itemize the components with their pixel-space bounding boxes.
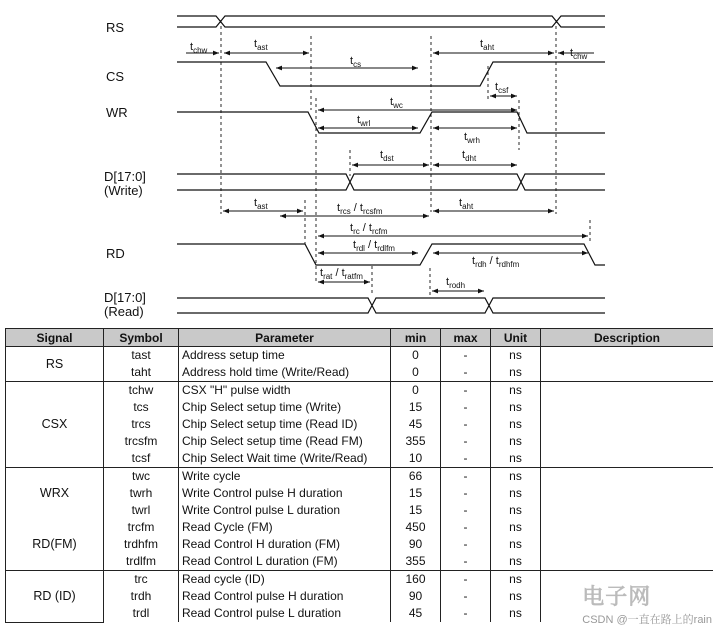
min-cell: 15 xyxy=(391,485,441,502)
watermark xyxy=(582,580,712,627)
unit-cell: ns xyxy=(491,588,541,605)
signal-label-dread-suffix: (Read) xyxy=(104,304,144,319)
header-parameter: Parameter xyxy=(179,329,391,347)
header-description: Description xyxy=(541,329,714,347)
unit-cell: ns xyxy=(491,416,541,433)
max-cell: - xyxy=(441,382,491,400)
parameter-cell: Address setup time xyxy=(179,347,391,365)
description-cell xyxy=(541,382,714,400)
min-cell: 90 xyxy=(391,536,441,553)
unit-cell: ns xyxy=(491,536,541,553)
timing-parameter-table xyxy=(5,328,713,623)
description-cell xyxy=(541,485,714,502)
table-row xyxy=(6,502,714,519)
signal-label-dwrite: D[17:0] xyxy=(104,169,146,184)
unit-cell: ns xyxy=(491,553,541,571)
param-label: $t_{rat} / t_{ratfm}$ xyxy=(320,267,363,281)
param-label: $t_{csf}$ xyxy=(495,81,509,95)
param-label: $t_{ast}$ xyxy=(254,197,268,211)
unit-cell: ns xyxy=(491,347,541,365)
table-row xyxy=(6,433,714,450)
unit-cell: ns xyxy=(491,468,541,486)
watermark-logo: 电子网 xyxy=(582,584,652,609)
signal-label-rs: RS xyxy=(106,20,125,35)
description-cell xyxy=(541,450,714,468)
max-cell: - xyxy=(441,605,491,622)
min-cell: 45 xyxy=(391,605,441,622)
header-min: min xyxy=(391,329,441,347)
parameter-cell: CSX "H" pulse width xyxy=(179,382,391,400)
signal-cell: RS xyxy=(6,347,104,382)
parameter-cell: Read Control pulse H duration xyxy=(179,588,391,605)
parameter-cell: Address hold time (Write/Read) xyxy=(179,364,391,382)
table-row xyxy=(6,416,714,433)
parameter-cell: Write Control pulse L duration xyxy=(179,502,391,519)
min-cell: 450 xyxy=(391,519,441,536)
parameter-cell: Write cycle xyxy=(179,468,391,486)
table-row xyxy=(6,399,714,416)
table-row xyxy=(6,553,714,571)
max-cell: - xyxy=(441,364,491,382)
table-row xyxy=(6,519,714,536)
signal-label-rd: RD xyxy=(106,246,125,261)
symbol-cell: tcs xyxy=(104,399,179,416)
unit-cell: ns xyxy=(491,605,541,622)
table-row xyxy=(6,485,714,502)
header-max: max xyxy=(441,329,491,347)
min-cell: 66 xyxy=(391,468,441,486)
param-label: $t_{dst}$ xyxy=(380,149,394,163)
symbol-cell: tchw xyxy=(104,382,179,400)
param-label: $t_{rdh} / t_{rdhfm}$ xyxy=(472,255,520,269)
description-cell xyxy=(541,502,714,519)
min-cell: 0 xyxy=(391,347,441,365)
param-label: $t_{chw}$ xyxy=(570,47,588,61)
signal-label-dwrite-suffix: (Write) xyxy=(104,183,143,198)
param-label: $t_{wrh}$ xyxy=(464,131,480,145)
parameter-cell: Write Control pulse H duration xyxy=(179,485,391,502)
parameter-cell: Chip Select setup time (Read FM) xyxy=(179,433,391,450)
param-label: $t_{rcs} / t_{rcsfm}$ xyxy=(337,202,383,216)
min-cell: 355 xyxy=(391,553,441,571)
min-cell: 90 xyxy=(391,588,441,605)
max-cell: - xyxy=(441,433,491,450)
symbol-cell: twrh xyxy=(104,485,179,502)
dwrite-waveform xyxy=(177,174,605,190)
min-cell: 10 xyxy=(391,450,441,468)
description-cell xyxy=(541,347,714,365)
unit-cell: ns xyxy=(491,519,541,536)
rs-waveform xyxy=(177,16,605,27)
symbol-cell: trcsfm xyxy=(104,433,179,450)
table-row xyxy=(6,382,714,400)
table-row xyxy=(6,347,714,365)
table-row xyxy=(6,468,714,486)
symbol-cell: trdl xyxy=(104,605,179,622)
signal-label-cs: CS xyxy=(106,69,125,84)
description-cell xyxy=(541,364,714,382)
min-cell: 45 xyxy=(391,416,441,433)
unit-cell: ns xyxy=(491,571,541,589)
param-label: $t_{aht}$ xyxy=(459,197,474,211)
param-label: $t_{wc}$ xyxy=(390,96,403,110)
max-cell: - xyxy=(441,485,491,502)
watermark-text: CSDN @一直在路上的rain xyxy=(582,614,712,626)
description-cell xyxy=(541,536,714,553)
max-cell: - xyxy=(441,399,491,416)
param-label: $t_{dht}$ xyxy=(462,149,477,163)
table-header-row xyxy=(6,329,714,347)
header-symbol: Symbol xyxy=(104,329,179,347)
signal-cell: RD(FM) xyxy=(6,519,104,571)
param-label: $t_{wrl}$ xyxy=(357,114,371,128)
max-cell: - xyxy=(441,502,491,519)
min-cell: 355 xyxy=(391,433,441,450)
header-signal: Signal xyxy=(6,329,104,347)
param-label: $t_{rodh}$ xyxy=(446,276,466,290)
parameter-cell: Read Control H duration (FM) xyxy=(179,536,391,553)
table-row xyxy=(6,450,714,468)
symbol-cell: trdlfm xyxy=(104,553,179,571)
symbol-cell: trc xyxy=(104,571,179,589)
parameter-cell: Chip Select setup time (Write) xyxy=(179,399,391,416)
symbol-cell: trcs xyxy=(104,416,179,433)
min-cell: 0 xyxy=(391,364,441,382)
wr-waveform xyxy=(177,112,605,133)
param-label: $t_{ast}$ xyxy=(254,38,268,52)
max-cell: - xyxy=(441,468,491,486)
param-label: $t_{rc} / t_{rcfm}$ xyxy=(350,222,388,236)
description-cell xyxy=(541,468,714,486)
signal-cell: WRX xyxy=(6,468,104,520)
min-cell: 0 xyxy=(391,382,441,400)
signal-cell: CSX xyxy=(6,382,104,468)
max-cell: - xyxy=(441,588,491,605)
symbol-cell: trcfm xyxy=(104,519,179,536)
cs-waveform xyxy=(177,62,605,86)
symbol-cell: twc xyxy=(104,468,179,486)
parameter-cell: Read cycle (ID) xyxy=(179,571,391,589)
parameter-cell: Chip Select setup time (Read ID) xyxy=(179,416,391,433)
param-label: $t_{cs}$ xyxy=(350,55,362,69)
unit-cell: ns xyxy=(491,364,541,382)
description-cell xyxy=(541,553,714,571)
param-label: $t_{chw}$ xyxy=(190,41,208,55)
signal-label-wr: WR xyxy=(106,105,128,120)
min-cell: 15 xyxy=(391,399,441,416)
symbol-cell: tcsf xyxy=(104,450,179,468)
symbol-cell: twrl xyxy=(104,502,179,519)
description-cell xyxy=(541,399,714,416)
max-cell: - xyxy=(441,536,491,553)
parameter-cell: Chip Select Wait time (Write/Read) xyxy=(179,450,391,468)
unit-cell: ns xyxy=(491,502,541,519)
symbol-cell: trdhfm xyxy=(104,536,179,553)
min-cell: 160 xyxy=(391,571,441,589)
param-label: $t_{rdl} / t_{rdlfm}$ xyxy=(353,239,395,253)
min-cell: 15 xyxy=(391,502,441,519)
description-cell xyxy=(541,416,714,433)
parameter-cell: Read Cycle (FM) xyxy=(179,519,391,536)
max-cell: - xyxy=(441,553,491,571)
dread-waveform xyxy=(177,298,605,313)
parameter-cell: Read Control pulse L duration xyxy=(179,605,391,622)
signal-label-dread: D[17:0] xyxy=(104,290,146,305)
unit-cell: ns xyxy=(491,399,541,416)
unit-cell: ns xyxy=(491,485,541,502)
symbol-cell: tast xyxy=(104,347,179,365)
symbol-cell: taht xyxy=(104,364,179,382)
param-label: $t_{aht}$ xyxy=(480,38,495,52)
description-cell xyxy=(541,519,714,536)
description-cell xyxy=(541,433,714,450)
table-row xyxy=(6,536,714,553)
max-cell: - xyxy=(441,519,491,536)
symbol-cell: trdh xyxy=(104,588,179,605)
header-unit: Unit xyxy=(491,329,541,347)
signal-cell: RD (ID) xyxy=(6,571,104,623)
unit-cell: ns xyxy=(491,382,541,400)
max-cell: - xyxy=(441,571,491,589)
max-cell: - xyxy=(441,416,491,433)
parameter-cell: Read Control L duration (FM) xyxy=(179,553,391,571)
unit-cell: ns xyxy=(491,433,541,450)
table-row xyxy=(6,364,714,382)
unit-cell: ns xyxy=(491,450,541,468)
max-cell: - xyxy=(441,450,491,468)
timing-arrows xyxy=(186,53,594,291)
max-cell: - xyxy=(441,347,491,365)
